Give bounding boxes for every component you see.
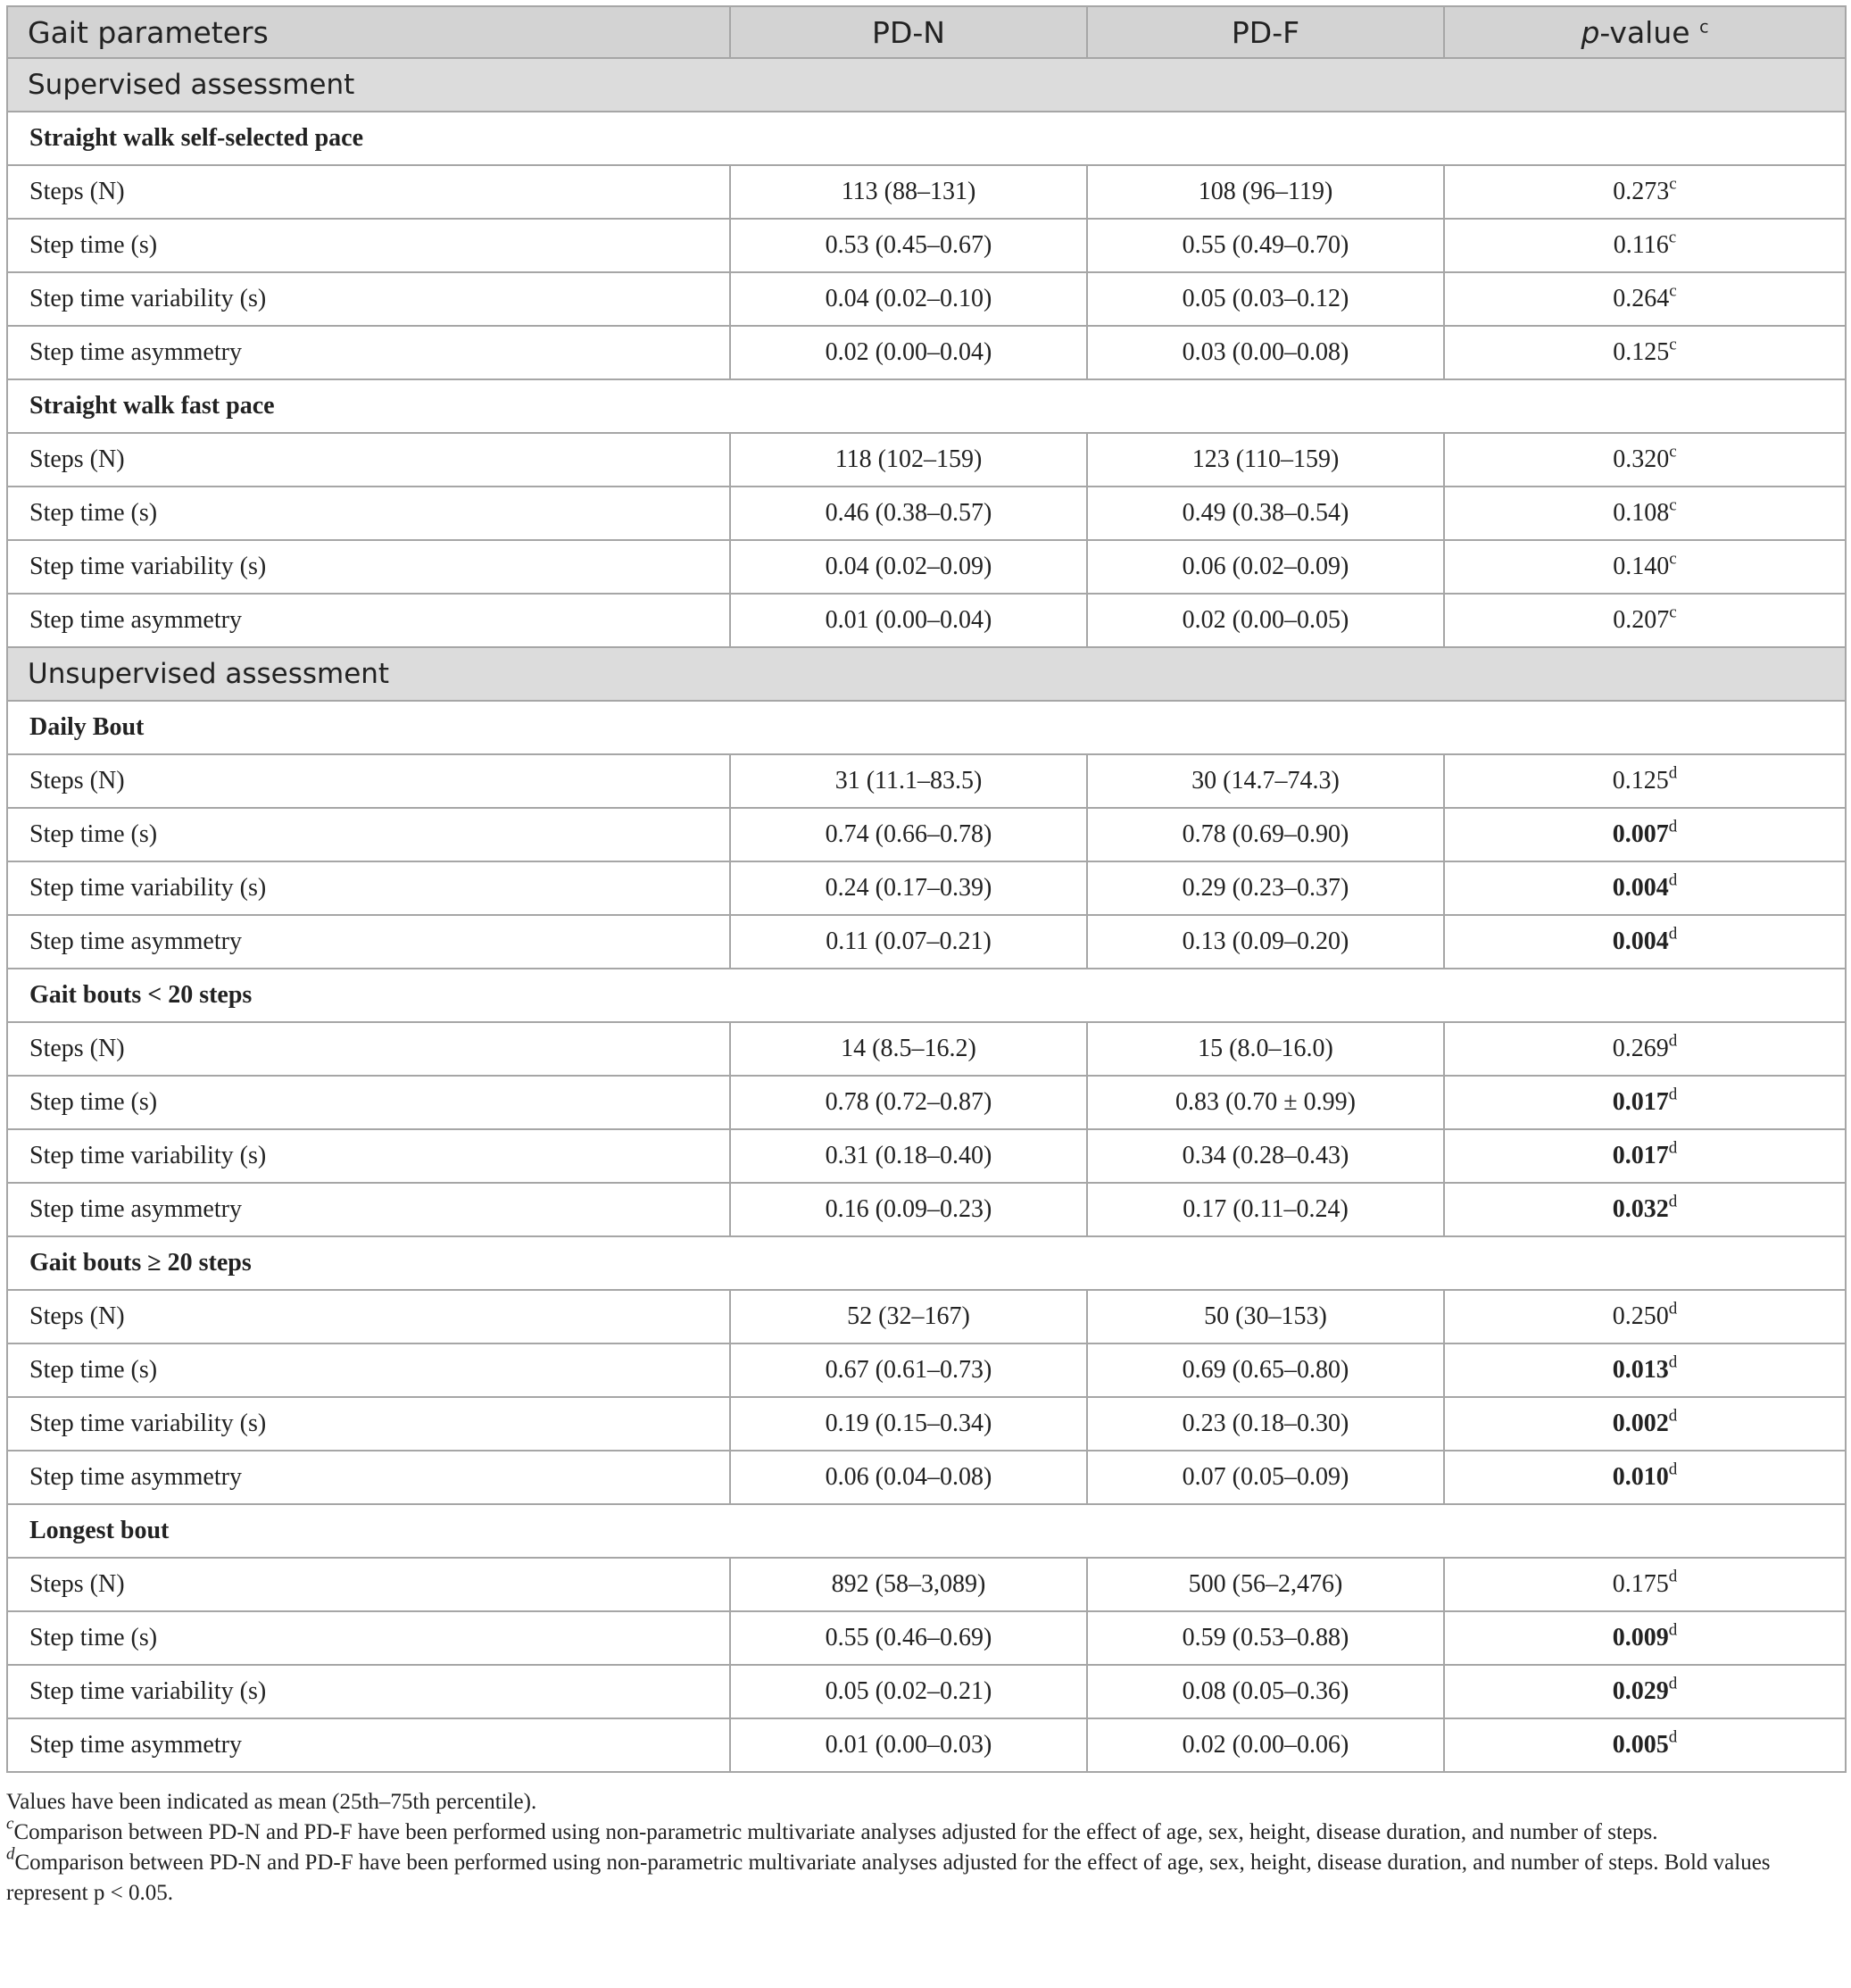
p-value-superscript: c (1668, 228, 1677, 247)
p-value-superscript: d (1668, 1620, 1678, 1640)
header-p-sup: c (1699, 17, 1709, 37)
pd-n-value: 0.78 (0.72–0.87) (730, 1076, 1087, 1129)
pd-f-value: 0.49 (0.38–0.54) (1087, 487, 1444, 540)
group-row (7, 969, 1846, 1022)
p-value-cell (1444, 487, 1846, 540)
p-value-superscript: d (1668, 1352, 1678, 1372)
parameter-label: Step time asymmetry (7, 1183, 730, 1236)
p-value-superscript: c (1669, 281, 1677, 301)
footnote-d-text: Comparison between PD-N and PD-F have been performed using non-parametric multivariate analyses adjusted for the effect of age, sex, height, disease duration, and number of steps. Bold values represent p < 0.05. (6, 1851, 1771, 1905)
parameter-label: Step time (s) (7, 808, 730, 861)
pd-n-value: 52 (32–167) (730, 1290, 1087, 1343)
parameter-label: Step time (s) (7, 1076, 730, 1129)
p-value-superscript: c (1669, 603, 1677, 622)
pd-f-value: 0.83 (0.70 ± 0.99) (1087, 1076, 1444, 1129)
table-row (7, 1290, 1846, 1343)
p-value: 0.264 (1613, 285, 1670, 312)
table-footnotes (6, 1787, 1845, 1909)
group-title: Straight walk self-selected pace (7, 112, 1846, 165)
pd-f-value: 0.78 (0.69–0.90) (1087, 808, 1444, 861)
p-value: 0.207 (1613, 606, 1670, 634)
p-value: 0.004 (1612, 927, 1669, 955)
parameter-label: Step time variability (s) (7, 1665, 730, 1718)
table-row (7, 915, 1846, 969)
p-value: 0.125 (1612, 767, 1669, 794)
p-value: 0.017 (1612, 1142, 1669, 1169)
p-value-superscript: d (1668, 1567, 1678, 1586)
pd-n-value: 31 (11.1–83.5) (730, 754, 1087, 808)
p-value: 0.002 (1612, 1410, 1669, 1437)
table-row (7, 165, 1846, 219)
gait-parameters-table (6, 5, 1847, 1773)
table-row (7, 1611, 1846, 1665)
pd-n-value: 0.46 (0.38–0.57) (730, 487, 1087, 540)
p-value-cell (1444, 754, 1846, 808)
section-row (7, 647, 1846, 701)
pd-f-value: 0.17 (0.11–0.24) (1087, 1183, 1444, 1236)
table-row (7, 594, 1846, 647)
header-pd-f: PD-F (1087, 6, 1444, 58)
p-value-superscript: d (1668, 870, 1678, 890)
pd-n-value: 0.01 (0.00–0.03) (730, 1718, 1087, 1772)
pd-f-value: 0.34 (0.28–0.43) (1087, 1129, 1444, 1183)
table-row (7, 1397, 1846, 1451)
table-row (7, 1076, 1846, 1129)
parameter-label: Steps (N) (7, 754, 730, 808)
p-value: 0.004 (1612, 874, 1669, 902)
p-value-cell (1444, 1718, 1846, 1772)
pd-f-value: 0.07 (0.05–0.09) (1087, 1451, 1444, 1504)
p-value-cell (1444, 1397, 1846, 1451)
p-value-cell (1444, 861, 1846, 915)
parameter-label: Step time (s) (7, 1343, 730, 1397)
p-value-superscript: c (1669, 174, 1677, 194)
p-value: 0.273 (1613, 178, 1670, 205)
footnote-d-mark: d (6, 1844, 15, 1864)
pd-f-value: 0.59 (0.53–0.88) (1087, 1611, 1444, 1665)
pd-f-value: 0.29 (0.23–0.37) (1087, 861, 1444, 915)
p-value-superscript: d (1668, 1460, 1678, 1479)
pd-n-value: 0.19 (0.15–0.34) (730, 1397, 1087, 1451)
parameter-label: Step time variability (s) (7, 540, 730, 594)
p-value: 0.125 (1613, 338, 1670, 366)
pd-n-value: 0.67 (0.61–0.73) (730, 1343, 1087, 1397)
pd-f-value: 30 (14.7–74.3) (1087, 754, 1444, 808)
pd-n-value: 0.11 (0.07–0.21) (730, 915, 1087, 969)
parameter-label: Step time variability (s) (7, 1129, 730, 1183)
footnote-c-text: Comparison between PD-N and PD-F have been performed using non-parametric multivariate analyses adjusted for the effect of age, sex, height, disease duration, and number of steps. (13, 1820, 1658, 1844)
table-row (7, 1665, 1846, 1718)
p-value-superscript: c (1669, 549, 1677, 569)
pd-f-value: 15 (8.0–16.0) (1087, 1022, 1444, 1076)
header-pd-n: PD-N (730, 6, 1087, 58)
pd-n-value: 14 (8.5–16.2) (730, 1022, 1087, 1076)
pd-n-value: 0.01 (0.00–0.04) (730, 594, 1087, 647)
footnote-values: Values have been indicated as mean (25th–75th percentile). (6, 1790, 537, 1814)
p-value-cell (1444, 1611, 1846, 1665)
p-value-cell (1444, 272, 1846, 326)
p-value-superscript: d (1668, 1299, 1678, 1318)
p-value-cell (1444, 1343, 1846, 1397)
parameter-label: Step time (s) (7, 487, 730, 540)
group-title: Gait bouts ≥ 20 steps (7, 1236, 1846, 1290)
p-value-cell (1444, 326, 1846, 379)
p-value-cell (1444, 219, 1846, 272)
parameter-label: Step time (s) (7, 1611, 730, 1665)
parameter-label: Step time variability (s) (7, 272, 730, 326)
p-value-cell (1444, 1076, 1846, 1129)
parameter-label: Steps (N) (7, 1558, 730, 1611)
pd-n-value: 0.53 (0.45–0.67) (730, 219, 1087, 272)
table-row (7, 808, 1846, 861)
pd-n-value: 0.74 (0.66–0.78) (730, 808, 1087, 861)
pd-f-value: 0.55 (0.49–0.70) (1087, 219, 1444, 272)
pd-f-value: 0.05 (0.03–0.12) (1087, 272, 1444, 326)
p-value: 0.320 (1613, 445, 1670, 473)
parameter-label: Step time asymmetry (7, 594, 730, 647)
pd-n-value: 892 (58–3,089) (730, 1558, 1087, 1611)
table-body (7, 58, 1846, 1772)
parameter-label: Step time asymmetry (7, 1718, 730, 1772)
p-value: 0.009 (1612, 1624, 1669, 1651)
p-value-superscript: d (1668, 1031, 1678, 1051)
parameter-label: Step time asymmetry (7, 915, 730, 969)
pd-f-value: 0.02 (0.00–0.06) (1087, 1718, 1444, 1772)
p-value-superscript: d (1668, 924, 1678, 944)
section-title: Unsupervised assessment (7, 647, 1846, 701)
header-p-italic: p (1581, 14, 1600, 50)
p-value-cell (1444, 915, 1846, 969)
p-value-cell (1444, 1451, 1846, 1504)
header-p-rest: -value (1599, 14, 1690, 50)
parameter-label: Step time variability (s) (7, 861, 730, 915)
parameter-label: Step time asymmetry (7, 1451, 730, 1504)
p-value-cell (1444, 808, 1846, 861)
pd-n-value: 0.06 (0.04–0.08) (730, 1451, 1087, 1504)
pd-f-value: 0.06 (0.02–0.09) (1087, 540, 1444, 594)
header-gait-parameters: Gait parameters (7, 6, 730, 58)
pd-n-value: 113 (88–131) (730, 165, 1087, 219)
p-value: 0.010 (1612, 1463, 1669, 1491)
p-value-superscript: d (1668, 817, 1678, 836)
p-value-cell (1444, 594, 1846, 647)
table-row (7, 1343, 1846, 1397)
pd-f-value: 0.08 (0.05–0.36) (1087, 1665, 1444, 1718)
table-header-row (7, 6, 1846, 58)
p-value-cell (1444, 1022, 1846, 1076)
p-value-cell (1444, 540, 1846, 594)
parameter-label: Steps (N) (7, 1290, 730, 1343)
pd-f-value: 123 (110–159) (1087, 433, 1444, 487)
group-row (7, 701, 1846, 754)
p-value-superscript: d (1668, 1406, 1678, 1426)
table-row (7, 487, 1846, 540)
table-row (7, 1451, 1846, 1504)
table-row (7, 1183, 1846, 1236)
table-row (7, 540, 1846, 594)
p-value-cell (1444, 1665, 1846, 1718)
p-value-superscript: d (1668, 1085, 1678, 1104)
p-value-superscript: d (1668, 1138, 1678, 1158)
p-value: 0.017 (1612, 1088, 1669, 1116)
pd-n-value: 118 (102–159) (730, 433, 1087, 487)
p-value: 0.175 (1612, 1570, 1669, 1598)
pd-n-value: 0.24 (0.17–0.39) (730, 861, 1087, 915)
p-value-cell (1444, 1558, 1846, 1611)
table-row (7, 861, 1846, 915)
p-value-cell (1444, 433, 1846, 487)
pd-n-value: 0.02 (0.00–0.04) (730, 326, 1087, 379)
p-value: 0.269 (1612, 1035, 1669, 1062)
footnote-c-mark: c (6, 1814, 14, 1834)
parameter-label: Steps (N) (7, 165, 730, 219)
group-row (7, 1236, 1846, 1290)
pd-f-value: 500 (56–2,476) (1087, 1558, 1444, 1611)
header-p-value (1444, 6, 1846, 58)
pd-f-value: 50 (30–153) (1087, 1290, 1444, 1343)
p-value-superscript: d (1668, 763, 1678, 783)
p-value-superscript: c (1669, 495, 1677, 515)
p-value: 0.013 (1612, 1356, 1669, 1384)
p-value-superscript: c (1669, 335, 1677, 354)
pd-f-value: 0.03 (0.00–0.08) (1087, 326, 1444, 379)
p-value: 0.108 (1613, 499, 1670, 527)
p-value-superscript: d (1668, 1674, 1678, 1693)
table-row (7, 219, 1846, 272)
table-row (7, 754, 1846, 808)
group-title: Gait bouts < 20 steps (7, 969, 1846, 1022)
pd-f-value: 0.69 (0.65–0.80) (1087, 1343, 1444, 1397)
group-row (7, 1504, 1846, 1558)
pd-n-value: 0.55 (0.46–0.69) (730, 1611, 1087, 1665)
table-document (6, 5, 1845, 1909)
p-value: 0.029 (1612, 1677, 1669, 1705)
pd-f-value: 0.23 (0.18–0.30) (1087, 1397, 1444, 1451)
table-row (7, 1558, 1846, 1611)
footnote-d (6, 1844, 1845, 1909)
p-value-superscript: c (1669, 442, 1677, 462)
p-value-cell (1444, 165, 1846, 219)
group-row (7, 112, 1846, 165)
pd-n-value: 0.16 (0.09–0.23) (730, 1183, 1087, 1236)
group-title: Straight walk fast pace (7, 379, 1846, 433)
parameter-label: Step time variability (s) (7, 1397, 730, 1451)
pd-n-value: 0.04 (0.02–0.09) (730, 540, 1087, 594)
p-value: 0.250 (1612, 1302, 1669, 1330)
table-row (7, 1022, 1846, 1076)
parameter-label: Steps (N) (7, 1022, 730, 1076)
pd-f-value: 0.02 (0.00–0.05) (1087, 594, 1444, 647)
pd-f-value: 108 (96–119) (1087, 165, 1444, 219)
parameter-label: Step time (s) (7, 219, 730, 272)
parameter-label: Step time asymmetry (7, 326, 730, 379)
p-value: 0.007 (1612, 820, 1669, 848)
pd-f-value: 0.13 (0.09–0.20) (1087, 915, 1444, 969)
p-value: 0.116 (1613, 231, 1669, 259)
table-row (7, 433, 1846, 487)
p-value: 0.140 (1613, 553, 1670, 580)
table-row (7, 1129, 1846, 1183)
p-value-cell (1444, 1129, 1846, 1183)
footnote-c (6, 1814, 1845, 1848)
p-value-superscript: d (1668, 1727, 1678, 1747)
p-value-cell (1444, 1183, 1846, 1236)
group-row (7, 379, 1846, 433)
table-row (7, 1718, 1846, 1772)
section-title: Supervised assessment (7, 58, 1846, 112)
group-title: Daily Bout (7, 701, 1846, 754)
parameter-label: Steps (N) (7, 433, 730, 487)
section-row (7, 58, 1846, 112)
table-row (7, 326, 1846, 379)
p-value: 0.032 (1612, 1195, 1669, 1223)
pd-n-value: 0.31 (0.18–0.40) (730, 1129, 1087, 1183)
p-value: 0.005 (1612, 1731, 1669, 1759)
table-row (7, 272, 1846, 326)
p-value-cell (1444, 1290, 1846, 1343)
p-value-superscript: d (1668, 1192, 1678, 1211)
pd-n-value: 0.05 (0.02–0.21) (730, 1665, 1087, 1718)
group-title: Longest bout (7, 1504, 1846, 1558)
pd-n-value: 0.04 (0.02–0.10) (730, 272, 1087, 326)
